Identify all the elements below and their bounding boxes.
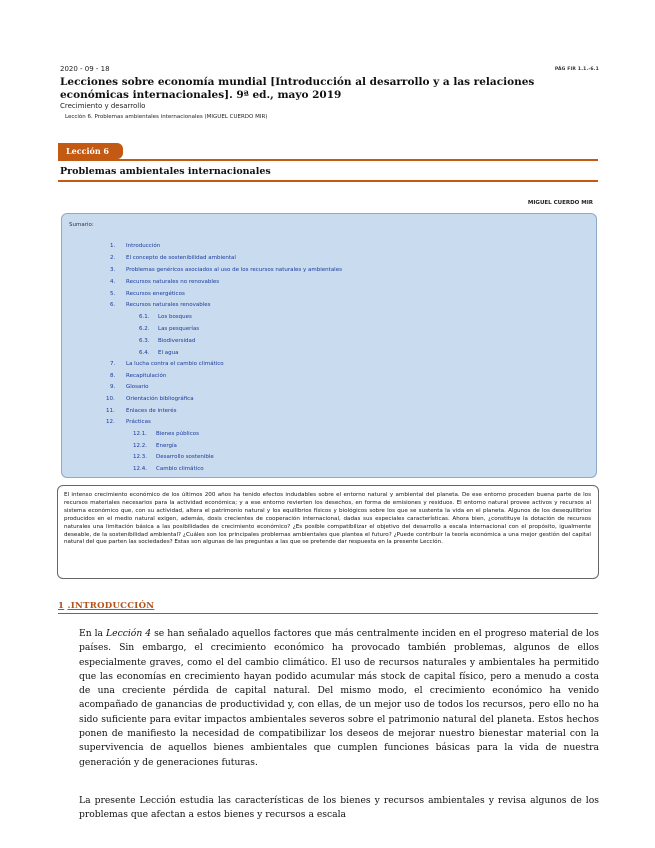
toc-item[interactable]: 4. Recursos naturales no renovables [110,279,220,285]
toc-subitem[interactable]: 12.3. Desarrollo sostenible [133,454,214,460]
toc-subitem[interactable]: 6.2. Las pesquerías [139,326,200,332]
toc-subitem[interactable]: 6.3. Biodiversidad [139,338,196,344]
author-name: MIGUEL CUERDO MIR [527,200,593,206]
toc-subitem[interactable]: 6.4. El agua [139,350,179,356]
toc-item[interactable]: 12. Prácticas [106,419,151,425]
divider-rule [58,159,598,161]
toc-item[interactable]: 5. Recursos energéticos [110,291,185,297]
toc-item[interactable]: 3. Problemas genéricos asociados al uso de los recursos naturales y ambientales [110,267,342,273]
section-heading: 1 .INTRODUCCIÓN [58,601,155,611]
toc-item[interactable]: 6. Recursos naturales renovables [110,302,211,308]
lesson-tab: Lección 6 [58,143,123,159]
toc-item[interactable]: 9. Glosario [110,384,149,390]
toc-item[interactable]: 10. Orientación bibliográfica [106,396,194,402]
toc-item[interactable]: 7. La lucha contra el cambio climático [110,361,224,367]
toc-item[interactable]: 2. El concepto de sostenibilidad ambiental [110,255,236,261]
abstract-box: El intenso crecimiento económico de los últimos 200 años ha tenido efectos indudables sobre el entorno natural y ambiental del planeta. De ese entorno proceden buena parte de los recursos materiales necesarios para la actividad económica; y a ese entorno revierten los desechos, en forma de emisiones y residuos. El entorno natural provee activos y recursos al sistema económico que, con su actividad, altera el patrimonio natural y los equilibrios físicos y biológicos sobre los que se sustenta la vida en el planeta. Algunos de los desequilibrios producidos en el medio natural exigen, además, dosis crecientes de cooperación internacional, dadas sus especiales características. Ahora bien, ¿constituye la dotación de recursos naturales una limitación básica a las posibilidades de crecimiento económico? ¿Es posible compatibilizar el objetivo del desarrollo a escala internacional con el propósito, igualmente deseable, de la sostenibilidad ambiental? ¿Cuáles son los principales problemas ambientales que plantea el futuro? ¿Puede contribuir la teoría económica a una mejor gestión del capital natural del que parten las sociedades? Estas son algunas de las preguntas a las que se pretende dar respuesta en la presente Lección. [57,485,599,579]
toc-item[interactable]: 1. Introducción [110,243,161,249]
document-title: Lecciones sobre economía mundial [Introducción al desarrollo y a las relaciones económicas internacionales]. 9ª ed., mayo 2019 [60,76,535,101]
lesson-title: Problemas ambientales internacionales [60,166,271,177]
toc-item[interactable]: 8. Recapitulación [110,373,167,379]
toc-item[interactable]: 11. Enlaces de interés [106,408,177,414]
summary-label: Sumario: [69,222,94,228]
document-subtitle: Crecimiento y desarrollo [60,102,146,110]
toc-subitem[interactable]: 12.4. Cambio climático [133,466,204,472]
toc-subitem[interactable]: 12.1. Bienes públicos [133,431,199,437]
body-paragraph: La presente Lección estudia las características de los bienes y recursos ambientales y revisa algunos de los problemas que afectan a estos bienes y recursos a escala [79,795,599,821]
section-rule [58,613,598,614]
divider-rule [58,180,598,182]
document-date: 2020 - 09 - 18 [60,65,110,73]
summary-box [61,213,597,478]
body-paragraph: En la Lección 4 se han señalado aquellos factores que más centralmente inciden en el progreso material de los países. Sin embargo, el crecimiento económico ha provocado también problemas, algunos de ellos especialmente graves, como el del cambio climático. El uso de recursos naturales y ambientales ha permitido que las economías en crecimiento hayan podido acumular más stock de capital físico, pero a menudo a costa de una creciente pérdida de capital natural. Del mismo modo, el crecimiento económico ha venido acompañado de ganancias de productividad y, con ellas, de un mejor uso de todos los recursos, pero ello no ha sido suficiente para evitar impactos ambientales severos sobre el patrimonio natural del planeta. Estos hechos ponen de manifiesto la necesidad de compatibilizar los deseos de mejorar nuestro bienestar material con la supervivencia de aquellos bienes ambientales que cumplen funciones básicas para la vida de nuestra generación y de generaciones futuras. [79,628,600,768]
toc-subitem[interactable]: 6.1. Los bosques [139,314,192,320]
lesson-reference-line: Lección 6. Problemas ambientales internacionales (MIGUEL CUERDO MIR) [65,114,268,120]
page-reference: PÁG FIR 1.1.-6.1 [554,67,599,72]
toc-subitem[interactable]: 12.2. Energía [133,443,177,449]
